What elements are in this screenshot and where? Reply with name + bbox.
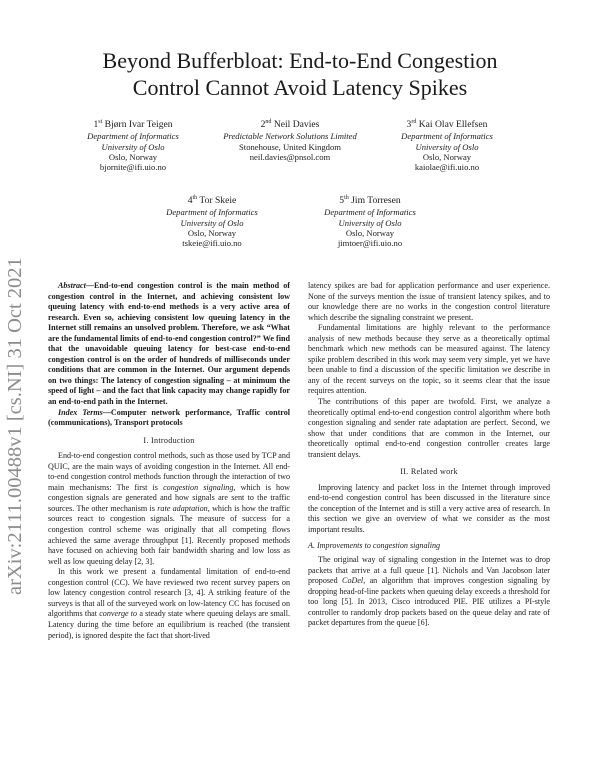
author-dept: Predictable Network Solutions Limited: [223, 131, 357, 142]
abstract: [48, 281, 290, 408]
author-2: 2nd Neil Davies Predictable Network Solutions Limited Stonehouse, United Kingdom neil.davies@pnsol.com: [205, 116, 375, 162]
author-email: kaiolae@ifi.uio.no: [414, 162, 480, 173]
right-column: [308, 281, 550, 629]
paragraph: Improving latency and packet loss in the Internet through improved end-to-end congestion control has been discussed in the literature since the conception of the Internet and is still a very active area of research. In this section we give an overview of what we consider as the most important results.: [308, 482, 550, 535]
paragraph: latency spikes are bad for application performance and user experience. None of the surveys mention the issue of transient latency spikes, and to our knowledge there are no works in the congestion control literature which describe the signaling constraint we present.: [308, 281, 550, 322]
author-1: 1st Bjørn Ivar Teigen Department of Informatics University of Oslo Oslo, Norway bjornite@ifi.uio.no: [48, 116, 218, 173]
author-dept: Department of Informatics: [324, 207, 416, 218]
author-location: Stonehouse, United Kingdom: [239, 141, 341, 152]
author-email: bjornite@ifi.uio.no: [99, 162, 167, 173]
author-inst: University of Oslo: [415, 141, 479, 152]
author-email: neil.davies@pnsol.com: [249, 152, 331, 162]
author-dept: Department of Informatics: [401, 131, 493, 142]
author-location: Oslo, Norway: [108, 152, 158, 162]
author-inst: University of Oslo: [101, 141, 165, 152]
author-email: jimtoer@ifi.uio.no: [337, 238, 403, 249]
paragraph: In this work we present a fundamental limitation of end-to-end congestion control (CC). We have reviewed two recent survey papers on low latency congestion control research [3, 4]. A striking feature of the surveys is that all of the surveyed work on low-latency CC has focused on algorithms that converge to a steady state where queuing delays are small. Latency during the time before an equilibrium is reached (the transient period), is ignored despite the fact that short-lived: [48, 567, 290, 640]
author-name: Tor Skeie: [199, 195, 237, 207]
index-terms-text: —Computer network performance, Traffic control (communications), Transport protocols: [48, 407, 291, 428]
author-location: Oslo, Norway: [345, 228, 395, 238]
abstract-text: —End-to-end congestion control is the main method of congestion control in the Internet, and achieving consistent low queuing latency with end-to-end methods is a very active area of research. Even so, achieving consistent low queuing latency in the Internet still remains an unsolved problem. Therefore, we ask “What are the fundamental limits of end-to-end congestion control?” We find that the unavoidable queuing latency for best-case end-to-end congestion control is on the order of hundreds of milliseconds under conditions that are common in the Internet. Our argument depends on two things: The latency of congestion signaling – at minimum the speed of light – and the fact that link capacity may change rapidly for an end-to-end path in the Internet.: [48, 281, 290, 407]
paragraph: The contributions of this paper are twofold. First, we analyze a theoretically optimal end-to-end congestion control algorithm where both congestion signaling and sender rate adaptation are perfect. Second, we show that under conditions that are common in the Internet, our theoretically optimal end-to-end congestion controller creates large transient delays.: [308, 397, 550, 459]
paragraph: The original way of signaling congestion in the Internet was to drop packets that arrive at a full queue [1]. Nichols and Van Jacobson later proposed CoDel, an algorithm that improves congestion signaling by dropping head-of-line packets when queuing delay exceeds a threshold for too long [5]. In 2013, Cisco introduced PIE. PIE utilizes a PI-style controller to randomly drop packets based on the queue delay and rate of packet departures from the queue [6].: [308, 555, 550, 628]
author-location: Oslo, Norway: [187, 228, 237, 238]
abstract-label: Abstract: [58, 281, 86, 290]
index-terms-label: Index Terms: [58, 407, 103, 417]
author-name: Bjørn Ivar Teigen: [104, 119, 173, 131]
author-email: tskeie@ifi.uio.no: [182, 238, 242, 249]
author-name: Kai Olav Ellefsen: [418, 119, 488, 131]
section-heading-related-work: II. Related work: [400, 467, 458, 477]
author-name: Jim Torresen: [351, 195, 401, 207]
section-heading-introduction: I. Introduction: [143, 435, 195, 445]
subsection-heading: A. Improvements to congestion signaling: [308, 540, 441, 550]
author-inst: University of Oslo: [338, 217, 402, 228]
author-5: 5th Jim Torresen Department of Informatics University of Oslo Oslo, Norway jimtoer@ifi.uio.no: [285, 192, 455, 249]
author-dept: Department of Informatics: [87, 131, 179, 142]
author-4: 4th Tor Skeie Department of Informatics University of Oslo Oslo, Norway tskeie@ifi.uio.no: [127, 192, 297, 249]
author-dept: Department of Informatics: [166, 207, 258, 218]
paragraph: Fundamental limitations are highly relevant to the performance analysis of new methods because they serve as a theoretically optimal benchmark which new methods can be measured against. The latency spike problem described in this work may seem very simple, yet we have been unable to find a discussion of the specific limitation we describe in any of the recent surveys on the topic, so it seems clear that the issue requires attention.: [308, 323, 550, 396]
author-location: Oslo, Norway: [422, 152, 472, 162]
author-name: Neil Davies: [273, 119, 320, 131]
paragraph: End-to-end congestion control methods, such as those used by TCP and QUIC, are the main ways of avoiding congestion in the Internet. All end-to-end congestion control methods function through the interaction of two main mechanisms: The first is congestion signaling, which is how congestion signals are generated and how signals are sent to the traffic sources. The other mechanism is rate adaptation, which is how the traffic sources react to congestion signals. The measure of success for a congestion control scheme was originally that all competing flows achieved the same average throughput [1]. Recently proposed methods have focused on achieving both fair bandwidth sharing and low loss as well as low queuing delay [2, 3].: [48, 451, 290, 566]
author-inst: University of Oslo: [180, 217, 244, 228]
paper-title: Beyond Bufferbloat: End-to-End Congestion Control Cannot Avoid Latency Spikes: [102, 48, 498, 100]
index-terms: [48, 408, 290, 429]
author-3: 3rd Kai Olav Ellefsen Department of Informatics University of Oslo Oslo, Norway kaiolae@ifi.uio.no: [362, 116, 532, 173]
left-column: [48, 281, 290, 641]
arxiv-identifier: arXiv:2111.00488v1 [cs.NI] 31 Oct 2021: [4, 257, 26, 595]
